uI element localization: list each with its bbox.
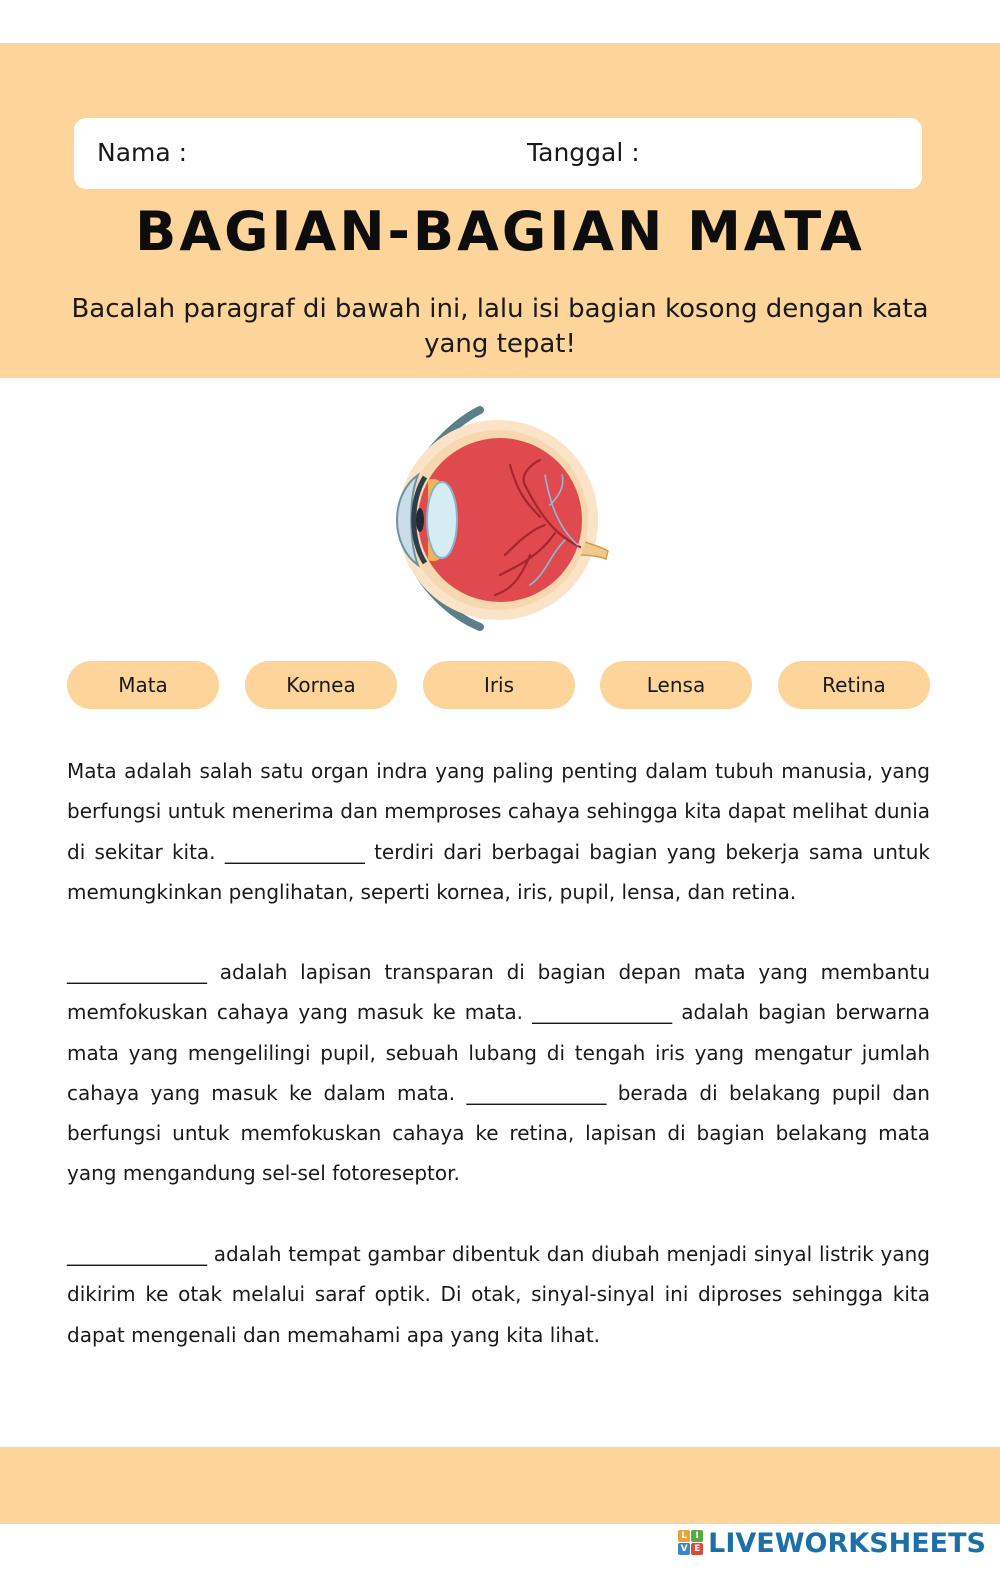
page-title: BAGIAN-BAGIAN MATA [135, 200, 865, 263]
word-chip-mata[interactable]: Mata [67, 661, 219, 709]
word-bank [0, 661, 1000, 711]
liveworksheets-brand-text: LIVEWORKSHEETS [708, 1527, 986, 1559]
word-chip-iris[interactable]: Iris [423, 661, 575, 709]
liveworksheets-logo-icon: L I V E [678, 1530, 704, 1556]
answer-blank-1[interactable]: ______________ [224, 839, 365, 864]
word-chip-kornea[interactable]: Kornea [245, 661, 397, 709]
liveworksheets-logo[interactable] [678, 1526, 986, 1560]
paragraph-1-text-after: terdiri dari berbagai bagian yang bekerja sama untuk memungkinkan penglihatan, seperti kornea, iris, pupil, lensa, dan retina. [67, 839, 930, 904]
answer-blank-4[interactable]: ______________ [466, 1080, 607, 1105]
paragraph-2-text-3: berada di belakang pupil dan berfungsi untuk memfokuskan cahaya ke retina, lapisan di bagian belakang mata yang mengandung sel-sel fotoreseptor. [67, 1080, 930, 1186]
name-label: Nama : [97, 138, 188, 167]
word-chip-retina[interactable]: Retina [778, 661, 930, 709]
paragraph-1 [67, 751, 930, 912]
answer-blank-3[interactable]: ______________ [532, 1000, 673, 1025]
paragraph-2-text-1: adalah lapisan transparan di bagian depan mata yang membantu memfokuskan cahaya yang masuk ke mata. [67, 960, 930, 1025]
paragraph-2 [67, 952, 930, 1194]
footer-band [0, 1447, 1000, 1524]
eye-illustration [380, 405, 620, 635]
date-label: Tanggal : [527, 138, 640, 167]
answer-blank-5[interactable]: ______________ [67, 1242, 207, 1266]
paragraph-3-text: adalah tempat gambar dibentuk dan diubah menjadi sinyal listrik yang dikirim ke otak melalui saraf optik. Di otak, sinyal-sinyal ini diproses sehingga kita dapat mengenali dan memahami apa yang kita lihat. [67, 1242, 930, 1347]
student-info-box [74, 118, 922, 189]
paragraph-3 [67, 1234, 930, 1355]
paragraph-1-text-before: Mata adalah salah satu organ indra yang paling penting dalam tubuh manusia, yang berfungsi untuk menerima dan memproses cahaya sehingga kita dapat melihat dunia di sekitar kita. [67, 759, 930, 864]
paragraph-2-text-2: adalah bagian berwarna mata yang mengelilingi pupil, sebuah lubang di tengah iris yang mengatur jumlah cahaya yang masuk ke dalam mata. [67, 1000, 931, 1105]
instruction-text: Bacalah paragraf di bawah ini, lalu isi bagian kosong dengan kata yang tepat! [71, 294, 929, 359]
eye-anatomy-image [380, 405, 620, 635]
word-chip-lensa[interactable]: Lensa [600, 661, 752, 709]
answer-blank-2[interactable]: ______________ [67, 960, 207, 984]
